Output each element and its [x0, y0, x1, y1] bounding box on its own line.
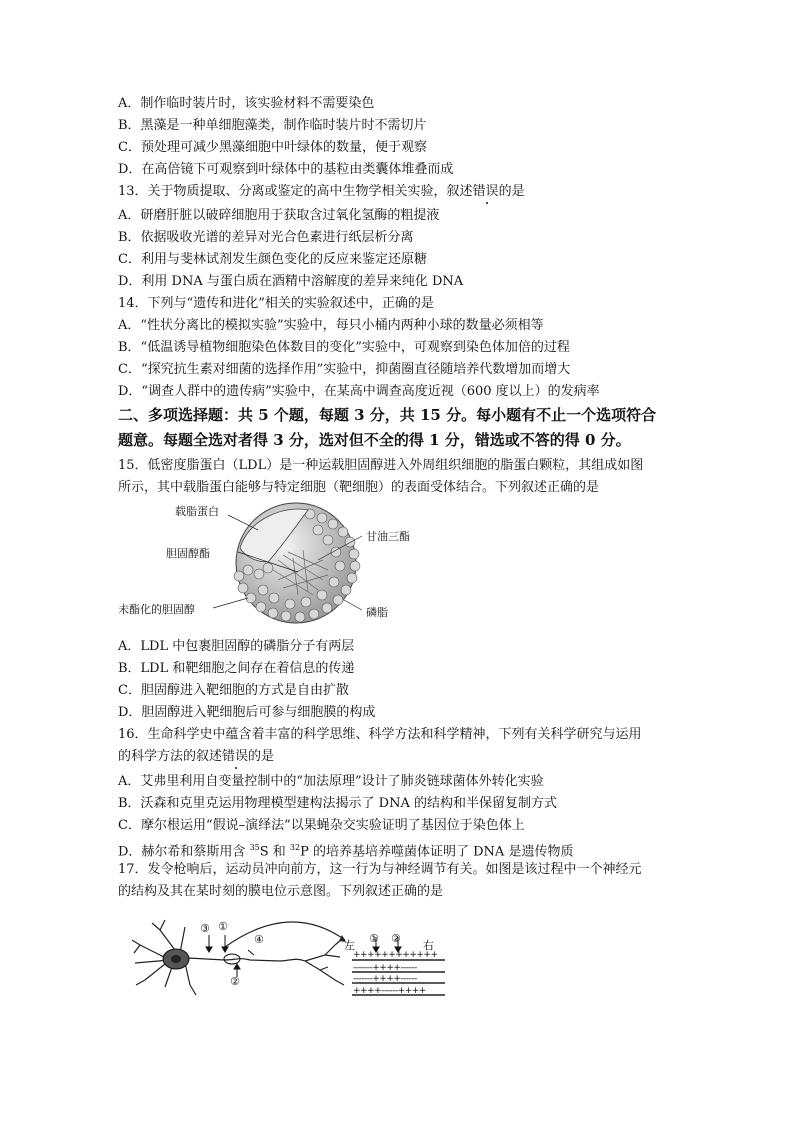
q13-option-a: A．研磨肝脏以破碎细胞用于获取含过氧化氢酶的粗提液: [118, 208, 440, 223]
q15-option-b: B．LDL 和靶细胞之间存在着信息的传递: [118, 661, 355, 676]
q14-option-b: B．“低温诱导植物细胞染色体数目的变化”实验中，可观察到染色体加倍的过程: [118, 340, 570, 355]
q13-option-b: B．依据吸收光谱的差异对光合色素进行纸层析分离: [118, 230, 414, 245]
q16-stem-line2: 的科学方法的叙述错误的是: [118, 749, 275, 764]
potential-row-3: -------++++------: [353, 974, 417, 984]
q15-option-a: A．LDL 中包裹胆固醇的磷脂分子有两层: [118, 639, 355, 654]
label-left: 左: [344, 939, 355, 952]
q13-stem: 13．关于物质提取、分离或鉴定的高中生物学相关实验，叙述错误的是: [118, 184, 525, 199]
q16-emphasis: 错误: [222, 749, 249, 764]
q16-option-b: B．沃森和克里克运用物理模型建构法揭示了 DNA 的结构和半保留复制方式: [118, 796, 558, 811]
section2-heading-line1: 二、多项选择题：共 5 个题，每题 3 分，共 15 分。每小题有不止一个选项符合: [118, 406, 657, 424]
marker-4: ④: [254, 933, 264, 946]
q17-stem-line1: 17．发令枪响后，运动员冲向前方，这一行为与神经调节有关。如图是该过程中一个神经元: [118, 862, 642, 877]
potential-row-1: ++++++++++++: [353, 950, 438, 960]
q12-option-c: C．预处理可减少黑藻细胞中叶绿体的数量，便于观察: [118, 140, 427, 155]
potential-row-2: -------++++------: [353, 963, 417, 973]
label-free-cholesterol: 未酯化的胆固醇: [118, 603, 195, 616]
marker-1: ①: [218, 920, 228, 933]
q16-option-a: A．艾弗里利用自变量控制中的“加法原理”设计了肺炎链球菌体外转化实验: [118, 774, 544, 789]
marker-3: ③: [200, 922, 210, 935]
neuron-figure: [130, 915, 450, 1000]
label-phospholipid: 磷脂: [366, 606, 388, 619]
q12-option-b: B．黑藻是一种单细胞藻类，制作临时装片时不需切片: [118, 118, 427, 133]
q14-option-d: D．“调查人群中的遗传病”实验中，在某高中调查高度近视（600 度以上）的发病率: [118, 384, 600, 399]
label-cholesterol-ester: 胆固醇酯: [166, 547, 210, 560]
potential-marker-1: ①: [369, 932, 379, 945]
q15-option-c: C．胆固醇进入靶细胞的方式是自由扩散: [118, 683, 349, 698]
q15-stem-line1: 15．低密度脂蛋白（LDL）是一种运载胆固醇进入外周组织细胞的脂蛋白颗粒，其组成如图: [118, 458, 644, 473]
section2-heading-line2: 题意。每题全选对者得 3 分，选对但不全的得 1 分，错选或不答的得 0 分。: [118, 431, 631, 449]
label-apoprotein: 载脂蛋白: [175, 505, 219, 518]
potential-marker-2: ②: [391, 932, 401, 945]
label-triglyceride: 甘油三酯: [366, 530, 410, 543]
q14-stem: 14．下列与“遗传和进化”相关的实验叙述中，正确的是: [118, 296, 434, 311]
q14-option-a: A．“性状分离比的模拟实验”实验中，每只小桶内两种小球的数量必须相等: [118, 318, 544, 333]
q13-option-d: D．利用 DNA 与蛋白质在酒精中溶解度的差异来纯化 DNA: [118, 274, 464, 289]
q17-stem-line2: 的结构及其在某时刻的膜电位示意图。下列叙述正确的是: [118, 884, 444, 899]
q14-option-c: C．“探究抗生素对细菌的选择作用”实验中，抑菌圈直径随培养代数增加而增大: [118, 362, 571, 377]
q15-option-d: D．胆固醇进入靶细胞后可参与细胞膜的构成: [118, 705, 376, 720]
q12-option-a: A．制作临时装片时，该实验材料不需要染色: [118, 96, 375, 111]
q16-stem-line1: 16．生命科学史中蕴含着丰富的科学思维、科学方法和科学精神，下列有关科学研究与运用: [118, 727, 642, 742]
marker-2: ②: [230, 975, 240, 988]
q13-option-c: C．利用与斐林试剂发生颜色变化的反应来鉴定还原糖: [118, 252, 427, 267]
q13-emphasis: 错误: [472, 184, 499, 199]
potential-row-4: ++++------++++: [353, 986, 426, 996]
q12-option-d: D．在高倍镜下可观察到叶绿体中的基粒由类囊体堆叠而成: [118, 162, 454, 177]
label-right: 右: [423, 939, 434, 952]
q16-option-c: C．摩尔根运用“假说–演绎法”以果蝇杂交实验证明了基因位于染色体上: [118, 818, 525, 833]
q15-stem-line2: 所示，其中载脂蛋白能够与特定细胞（靶细胞）的表面受体结合。下列叙述正确的是: [118, 480, 600, 495]
q16-option-d: D．赫尔希和蔡斯用含 $^{35}$S 和 $^{32}$P 的培养基培养噬菌体证明了 DNA 是遗传物质: [118, 843, 574, 860]
ldl-figure: [118, 500, 408, 625]
